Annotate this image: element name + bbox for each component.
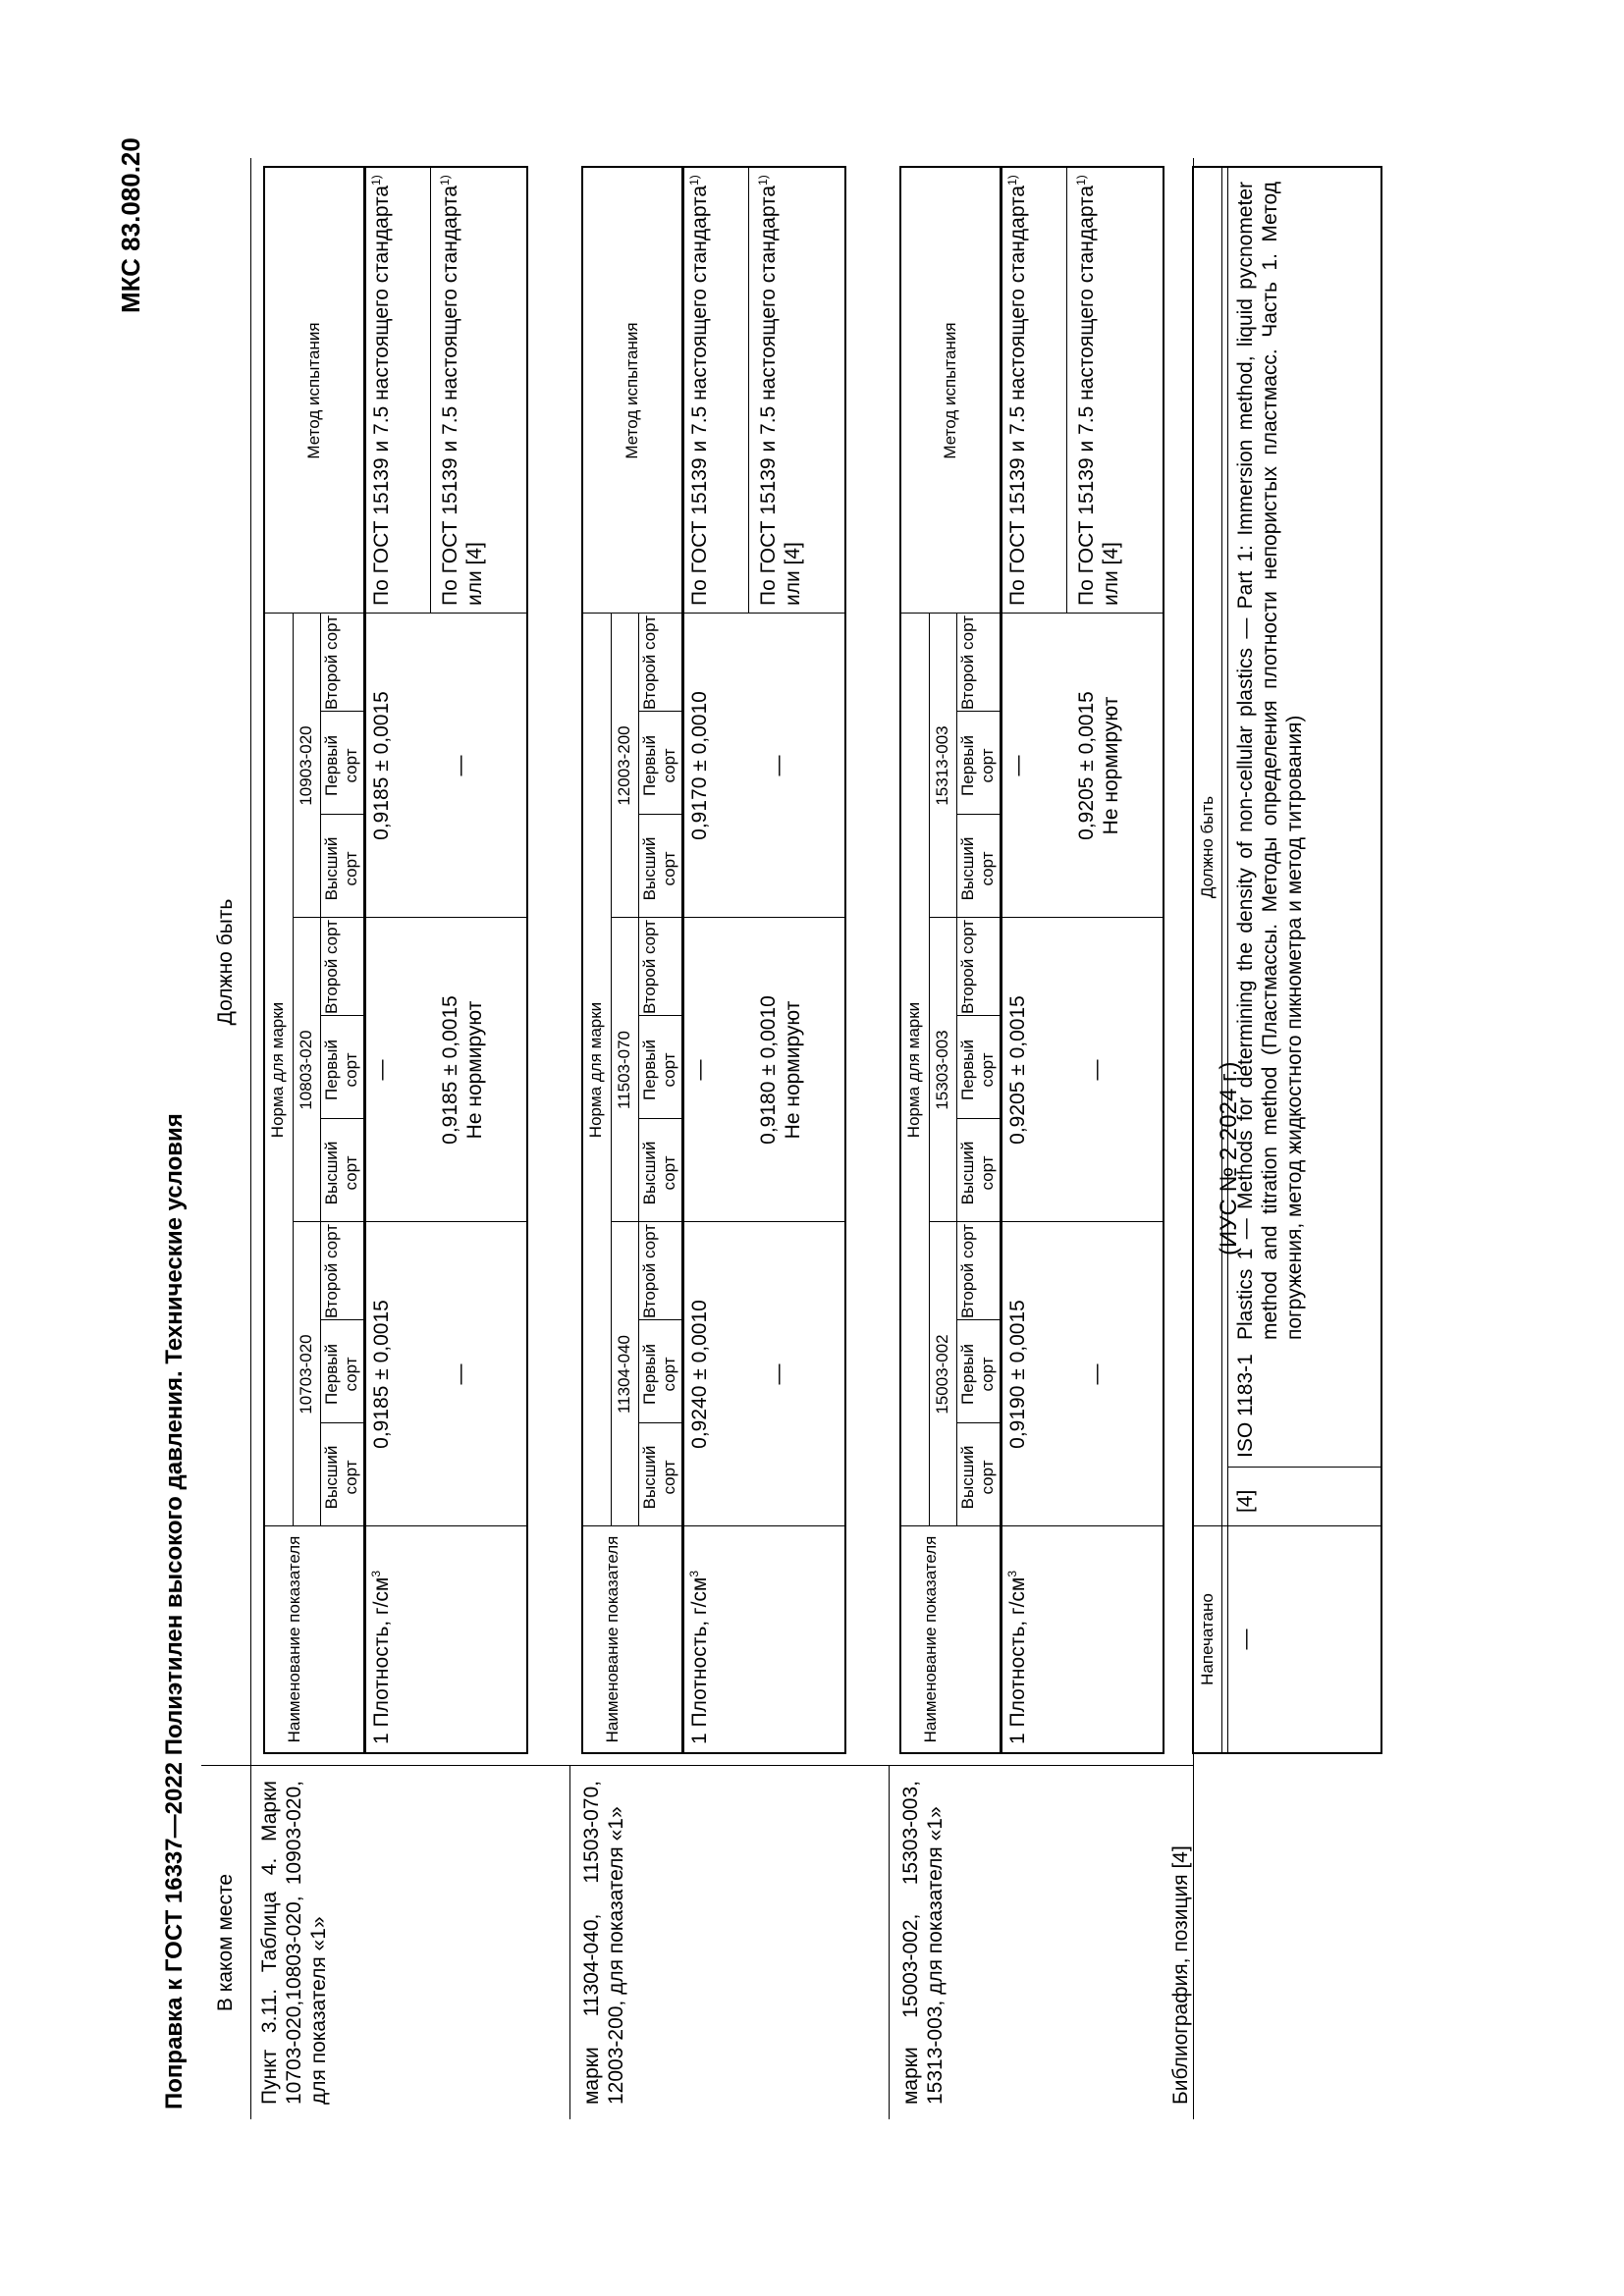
method-2-fn: 1)	[1074, 175, 1088, 186]
sort-1c: Второй сорт	[958, 1224, 977, 1318]
method-1-fn: 1)	[687, 175, 701, 186]
correction-table-1	[263, 166, 528, 1754]
method-header: Метод испытания	[941, 322, 959, 459]
sort-2a: Высший сорт	[322, 1141, 360, 1205]
should-header: Должно быть	[1198, 795, 1217, 899]
sort-3b: Первый сорт	[958, 735, 997, 796]
entry-where-3: марки 15003-002, 15303-003, 15313-003, для показателя «1»	[899, 1781, 947, 2105]
sort-1c: Второй сорт	[322, 1224, 341, 1318]
printed-value: —	[1234, 1629, 1257, 1650]
grade-3: 10903-020	[297, 725, 315, 806]
method-header: Метод испытания	[304, 322, 323, 459]
method-2-tail: или [4]	[463, 542, 486, 606]
sort-3c: Второй сорт	[640, 615, 659, 710]
grade-1: 10703-020	[297, 1334, 315, 1415]
should-be-header: Должно быть	[214, 898, 237, 1026]
method-1-fn: 1)	[1005, 175, 1019, 186]
name-header: Наименование показателя	[603, 1535, 622, 1743]
value-3: —	[1006, 755, 1029, 776]
method-2-tail: или [4]	[1100, 542, 1122, 606]
row-label: 1 Плотность, г/см	[688, 1576, 711, 1744]
sort-1a: Высший сорт	[958, 1445, 997, 1510]
sort-3b: Первый сорт	[640, 735, 678, 796]
correction-table-2	[581, 166, 846, 1754]
bib-text: Plastics 1 — Methods for determining the density of non-cellular plastics — Part 1: Immersion method, liquid pycnometer method and titration method (Пластмассы. Методы определения плотности непористых пластмасс. Часть 1. Метод погружения, метод жидкостного пикнометра и метод титрования)	[1234, 182, 1306, 1340]
value-5: —	[1085, 1059, 1108, 1081]
sort-2a: Высший сорт	[640, 1141, 678, 1205]
bibliography-table	[1192, 166, 1382, 1754]
page-title: Поправка к ГОСТ 16337—2022 Полиэтилен высокого давления. Технические условия	[161, 1113, 188, 2109]
grade-2: 15303-003	[933, 1030, 951, 1110]
bib-standard: ISO 1183-1	[1234, 1354, 1257, 1458]
value-2: 0,9205 ± 0,0015	[1006, 995, 1029, 1145]
method-2: По ГОСТ 15139 и 7.5 настоящего стандарта	[439, 185, 461, 606]
sort-2b: Первый сорт	[640, 1040, 678, 1100]
value-3: 0,9185 ± 0,0015	[370, 691, 393, 840]
method-1-fn: 1)	[369, 175, 383, 186]
value-3: 0,9170 ± 0,0010	[688, 691, 711, 840]
norm-header: Норма для марки	[904, 1001, 923, 1139]
value-1: 0,9240 ± 0,0010	[688, 1300, 711, 1449]
value-1: 0,9185 ± 0,0015	[370, 1300, 393, 1449]
sort-3c: Второй сорт	[322, 615, 341, 710]
sort-2c: Второй сорт	[640, 920, 659, 1014]
value-5: 0,9185 ± 0,0015	[439, 995, 461, 1145]
value-5-note: Не нормируют	[782, 1000, 804, 1140]
sort-2c: Второй сорт	[958, 920, 977, 1014]
method-1: По ГОСТ 15139 и 7.5 настоящего стандарта	[370, 185, 393, 606]
entry-where-2: марки 11304-040, 11503-070, 12003-200, для показателя «1»	[580, 1781, 627, 2105]
columns-header	[201, 158, 250, 2119]
value-5: 0,9180 ± 0,0010	[757, 995, 780, 1145]
value-2: —	[370, 1059, 393, 1081]
row-label: 1 Плотность, г/см	[370, 1576, 393, 1744]
value-4: —	[449, 1363, 471, 1385]
sort-1b: Первый сорт	[640, 1344, 678, 1405]
method-header: Метод испытания	[623, 322, 641, 459]
method-2: По ГОСТ 15139 и 7.5 настоящего стандарта	[1075, 185, 1098, 606]
sort-2b: Первый сорт	[958, 1040, 997, 1100]
grade-1: 11304-040	[615, 1334, 633, 1415]
grade-2: 11503-070	[615, 1030, 633, 1110]
norm-header: Норма для марки	[268, 1001, 287, 1139]
method-2-tail: или [4]	[782, 542, 804, 606]
sort-3b: Первый сорт	[322, 735, 360, 796]
sort-1a: Высший сорт	[322, 1445, 360, 1510]
value-6-note: Не нормируют	[1100, 696, 1122, 835]
classification-code: МКС 83.080.20	[116, 137, 145, 313]
norm-header: Норма для марки	[586, 1001, 605, 1139]
value-6: —	[449, 755, 471, 776]
sort-3a: Высший сорт	[958, 836, 997, 901]
sort-2b: Первый сорт	[322, 1040, 360, 1100]
row-label-sup: 3	[1005, 1570, 1019, 1577]
value-4: —	[767, 1363, 789, 1385]
method-2-fn: 1)	[756, 175, 770, 186]
grade-3: 15313-003	[933, 725, 951, 806]
name-header: Наименование показателя	[921, 1535, 940, 1743]
sort-2c: Второй сорт	[322, 920, 341, 1014]
entry-where-1: Пункт 3.11. Таблица 4. Марки 10703-020,10803-020, 10903-020, для показателя «1»	[258, 1781, 330, 2105]
name-header: Наименование показателя	[285, 1535, 303, 1743]
method-2: По ГОСТ 15139 и 7.5 настоящего стандарта	[757, 185, 780, 606]
sort-1a: Высший сорт	[640, 1445, 678, 1510]
grade-2: 10803-020	[297, 1030, 315, 1110]
value-4: —	[1085, 1363, 1108, 1385]
row-label-sup: 3	[687, 1570, 701, 1577]
grade-3: 12003-200	[615, 725, 633, 806]
where-header: В каком месте	[214, 1873, 237, 2012]
sort-2a: Высший сорт	[958, 1141, 997, 1205]
entry-where-bibliography: Библиография, позиция [4]	[1169, 1845, 1192, 2105]
value-6: —	[767, 755, 789, 776]
value-2: —	[688, 1059, 711, 1081]
bib-position: [4]	[1234, 1489, 1257, 1513]
footer-issue: (ИУС № 2 2024 г.)	[1216, 1061, 1242, 1255]
printed-header: Напечатано	[1198, 1593, 1217, 1685]
value-6: 0,9205 ± 0,0015	[1075, 691, 1098, 840]
grade-1: 15003-002	[933, 1334, 951, 1415]
row-label-sup: 3	[369, 1570, 383, 1577]
method-1: По ГОСТ 15139 и 7.5 настоящего стандарта	[688, 185, 711, 606]
row-label: 1 Плотность, г/см	[1006, 1576, 1029, 1744]
correction-table-3	[899, 166, 1164, 1754]
value-1: 0,9190 ± 0,0015	[1006, 1300, 1029, 1449]
sort-3a: Высший сорт	[640, 836, 678, 901]
sort-1c: Второй сорт	[640, 1224, 659, 1318]
method-2-fn: 1)	[438, 175, 452, 186]
value-5-note: Не нормируют	[463, 1000, 486, 1140]
sort-1b: Первый сорт	[958, 1344, 997, 1405]
method-1: По ГОСТ 15139 и 7.5 настоящего стандарта	[1006, 185, 1029, 606]
sort-3a: Высший сорт	[322, 836, 360, 901]
sort-3c: Второй сорт	[958, 615, 977, 710]
sort-1b: Первый сорт	[322, 1344, 360, 1405]
